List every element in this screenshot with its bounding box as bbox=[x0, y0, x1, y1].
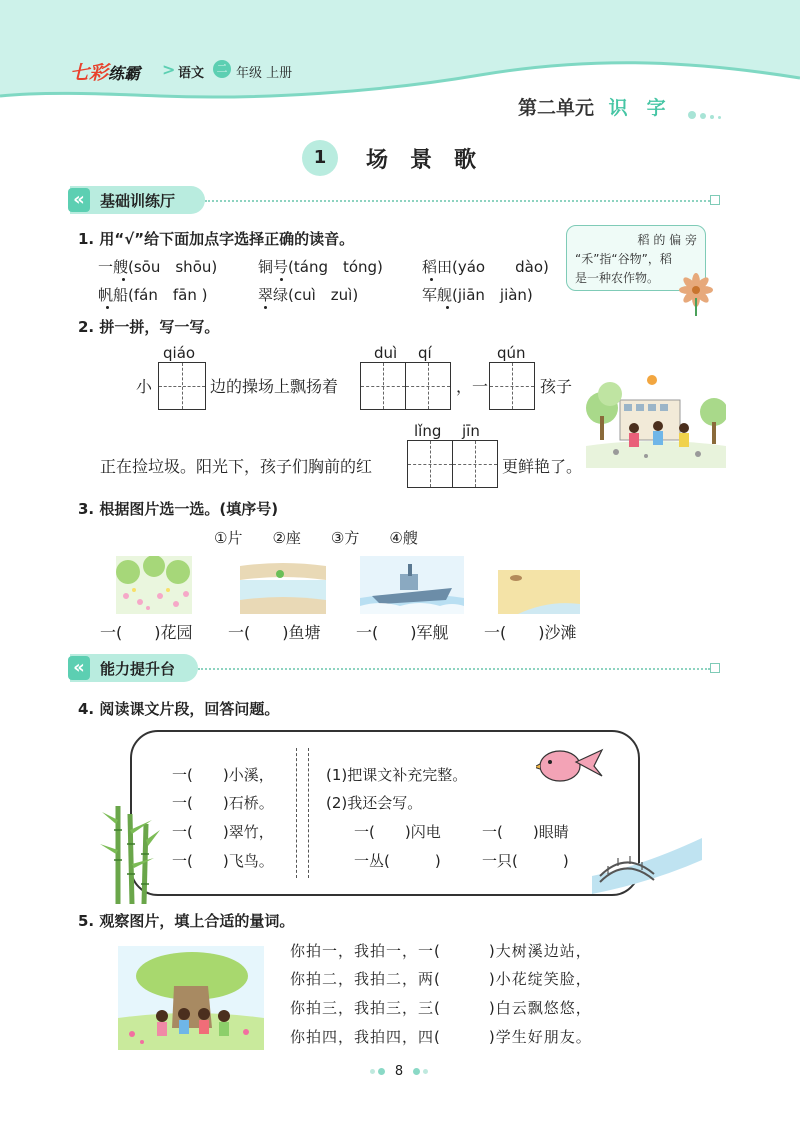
warship-picture bbox=[360, 556, 464, 614]
clap-line[interactable]: 你拍一，我拍一，一( )大树溪边站， bbox=[290, 942, 592, 960]
q1-item: 翠绿(cuì zuì) bbox=[258, 286, 359, 304]
q1-item: 稻田(yáo dào) bbox=[422, 258, 549, 276]
clap-line[interactable]: 你拍二，我拍二，两( )小花绽笑脸， bbox=[290, 970, 592, 988]
emphasis-dot bbox=[430, 278, 433, 281]
tianzige-box[interactable] bbox=[452, 440, 498, 488]
q3-blank[interactable]: 一( )花园 bbox=[100, 623, 193, 642]
q3-options: ①片 ②座 ③方 ④艘 bbox=[214, 529, 418, 547]
fishpond-picture bbox=[240, 560, 326, 614]
poem-line[interactable]: 一( )翠竹， bbox=[172, 823, 274, 841]
q2-title: 2. 拼一拼，写一写。 bbox=[78, 318, 220, 336]
grade-badge: 二 bbox=[213, 60, 231, 78]
tip-line: 是一种农作物。 bbox=[575, 271, 660, 285]
emphasis-dot bbox=[280, 278, 283, 281]
pinyin: duì bbox=[374, 344, 398, 362]
tip-line: “禾”指“谷物”，稻 bbox=[575, 252, 672, 266]
poem-line[interactable]: 一( )石桥。 bbox=[172, 794, 274, 812]
tip-line: 稻 的 偏 旁 bbox=[637, 233, 697, 247]
q2-text: ，一 bbox=[456, 377, 489, 396]
emphasis-dot bbox=[122, 278, 125, 281]
tianzige-box[interactable] bbox=[158, 362, 206, 410]
q1-title: 1. 用“√”给下面加点字选择正确的读音。 bbox=[78, 230, 355, 248]
q1-item: 一艘(sōu shōu) bbox=[98, 258, 218, 276]
bird-icon bbox=[536, 740, 604, 786]
pinyin: jīn bbox=[462, 422, 480, 440]
tianzige-box[interactable] bbox=[489, 362, 535, 410]
q1-item: 帆船(fán fān ) bbox=[98, 286, 208, 304]
q1-item: 军舰(jiān jiàn) bbox=[422, 286, 533, 304]
q2-text: 小 bbox=[136, 377, 153, 396]
section-end-mark bbox=[710, 195, 720, 205]
q4-fill[interactable]: 一( )眼睛 bbox=[482, 823, 569, 841]
pinyin: lǐng bbox=[414, 422, 442, 440]
tianzige-box[interactable] bbox=[407, 440, 453, 488]
section-ability-title: 能力提升台 bbox=[100, 660, 176, 678]
garden-picture bbox=[116, 556, 192, 614]
q2-text: 边的操场上飘扬着 bbox=[210, 377, 339, 396]
bridge-icon bbox=[592, 836, 702, 894]
q3-blank[interactable]: 一( )军舰 bbox=[356, 623, 449, 642]
schoolyard-illustration bbox=[586, 372, 726, 468]
q4-fill[interactable]: 一( )闪电 bbox=[354, 823, 441, 841]
emphasis-dot bbox=[106, 306, 109, 309]
pinyin: qí bbox=[418, 344, 432, 362]
emphasis-dot bbox=[264, 306, 267, 309]
bamboo-icon bbox=[96, 800, 162, 904]
poem-line[interactable]: 一( )飞鸟。 bbox=[172, 852, 274, 870]
chevron-icon: > bbox=[162, 60, 176, 79]
grade-label: 年级 上册 bbox=[236, 66, 293, 81]
section-basic-title: 基础训练厅 bbox=[100, 192, 176, 210]
page-number: 8 bbox=[394, 1064, 404, 1079]
pinyin: qún bbox=[497, 344, 526, 362]
q2-text: 正在捡垃圾。阳光下，孩子们胸前的红 bbox=[100, 457, 373, 476]
q4-title: 4. 阅读课文片段，回答问题。 bbox=[78, 700, 280, 718]
section-divider bbox=[198, 668, 710, 670]
q2-text: 孩子 bbox=[540, 377, 573, 396]
lesson-title: 场 景 歌 bbox=[366, 148, 477, 173]
q5-title: 5. 观察图片，填上合适的量词。 bbox=[78, 912, 295, 930]
tianzige-box[interactable] bbox=[405, 362, 451, 410]
brand-logo: 七彩练霸 bbox=[70, 62, 141, 84]
pinyin: qiáo bbox=[163, 344, 196, 362]
section-divider bbox=[205, 200, 710, 202]
tianzige-box[interactable] bbox=[360, 362, 406, 410]
clap-line[interactable]: 你拍三，我拍三，三( )白云飘悠悠， bbox=[290, 999, 592, 1017]
clap-line[interactable]: 你拍四，我拍四，四( )学生好朋友。 bbox=[290, 1028, 592, 1046]
tree-children-illustration bbox=[118, 946, 264, 1050]
page-footer bbox=[344, 1064, 454, 1079]
q4-sub1: (1)把课文补充完整。 bbox=[326, 766, 468, 784]
decor-dots bbox=[688, 104, 721, 123]
q4-fill[interactable]: 一丛( ) bbox=[354, 852, 441, 870]
q4-fill[interactable]: 一只( ) bbox=[482, 852, 569, 870]
unit-title: 第二单元 识 字 bbox=[518, 97, 666, 119]
lesson-number: 1 bbox=[302, 140, 338, 176]
beach-picture bbox=[498, 570, 580, 614]
poem-line[interactable]: 一( )小溪， bbox=[172, 766, 274, 784]
q3-title: 3. 根据图片选一选。(填序号) bbox=[78, 500, 279, 518]
subject-label: 语文 bbox=[178, 66, 205, 81]
q3-blank[interactable]: 一( )鱼塘 bbox=[228, 623, 321, 642]
q4-sub2: (2)我还会写。 bbox=[326, 794, 423, 812]
frame-divider bbox=[296, 748, 297, 878]
q1-item: 铜号(táng tóng) bbox=[258, 258, 383, 276]
frame-divider bbox=[308, 748, 309, 878]
q3-blank[interactable]: 一( )沙滩 bbox=[484, 623, 577, 642]
emphasis-dot bbox=[446, 306, 449, 309]
q2-text: 更鲜艳了。 bbox=[502, 457, 583, 476]
flower-icon bbox=[676, 272, 716, 316]
section-end-mark bbox=[710, 663, 720, 673]
